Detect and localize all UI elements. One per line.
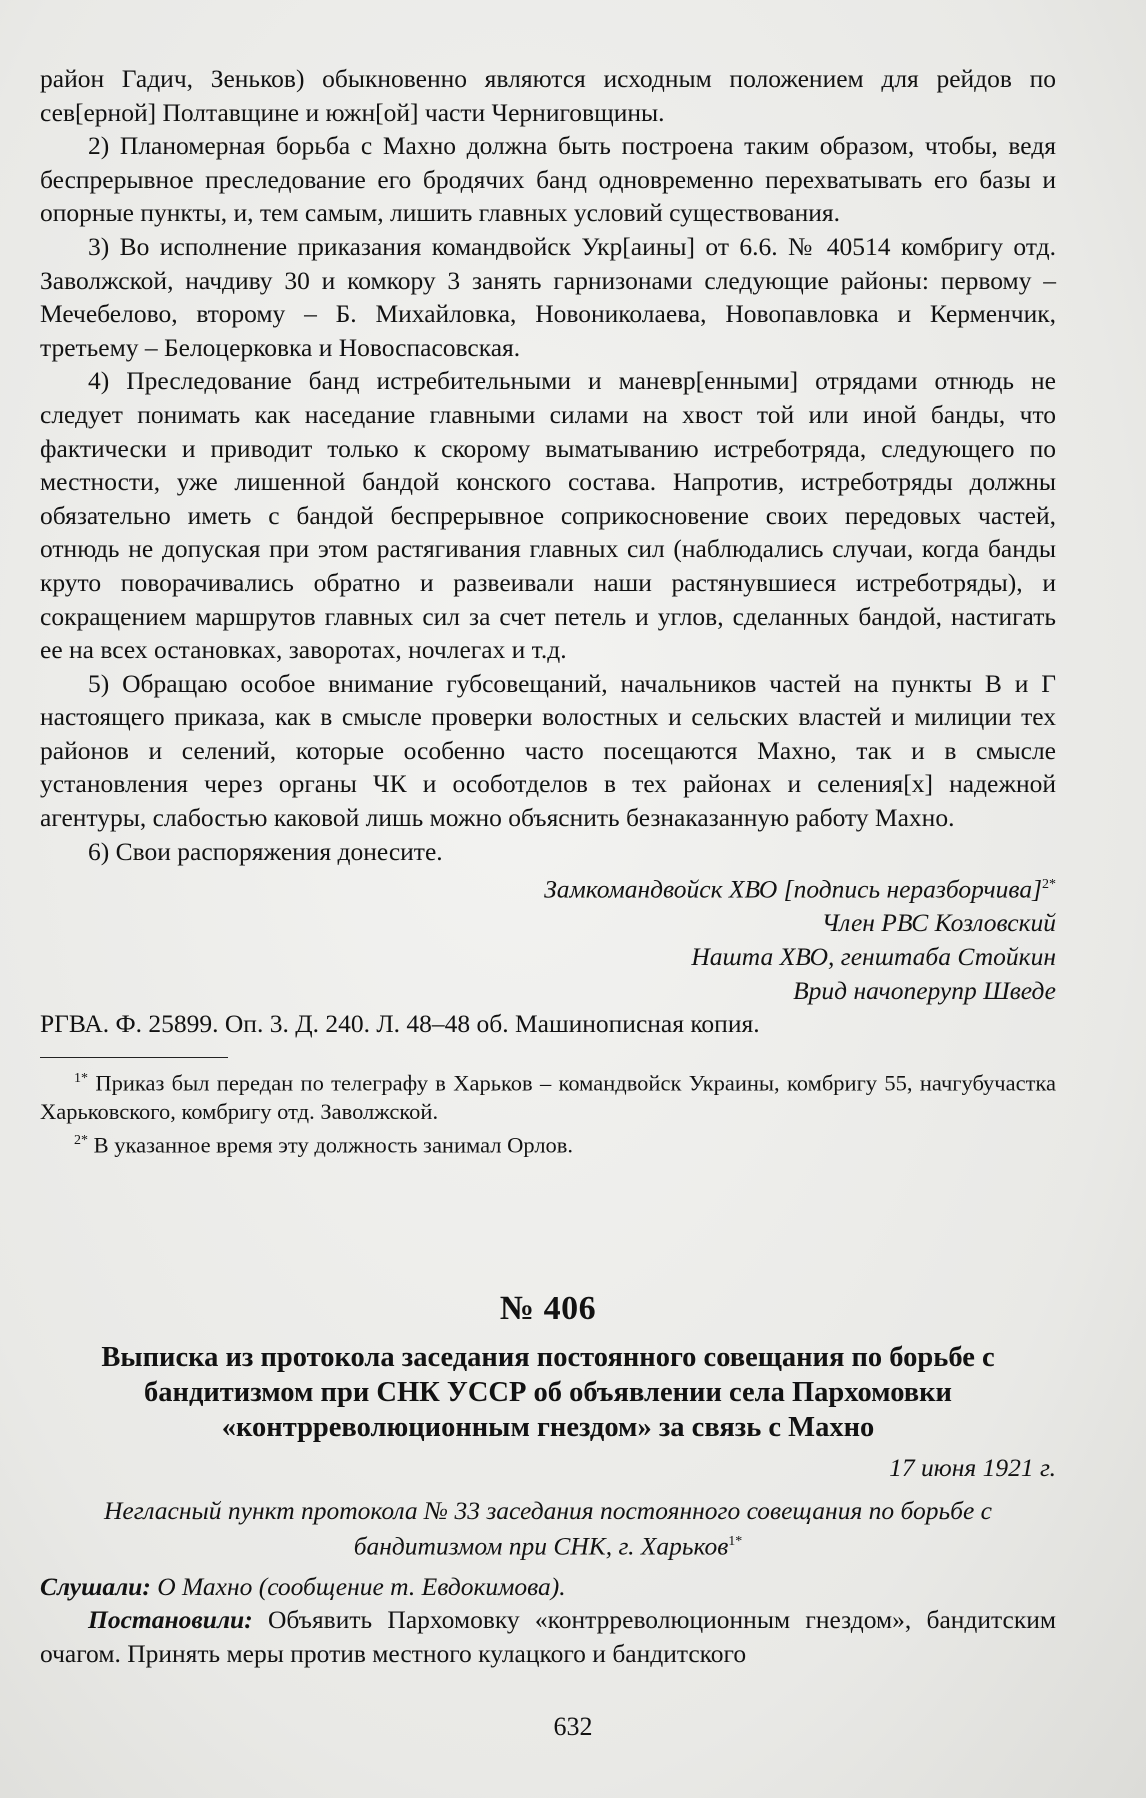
letter-body (40, 62, 1056, 1160)
paragraph-intro: район Гадич, Зеньков) обыкновенно являются исходным положением для рейдов по сев[ерной] Полтавщине и южн[ой] части Черниговщины. (40, 64, 1056, 127)
signature-text: Замкомандвойск ХВО [подпись неразборчива] (544, 874, 1042, 904)
heard-label: Слушали: (40, 1571, 151, 1601)
resolved-label: Постановили: (88, 1605, 253, 1635)
protocol-note-text: Негласный пункт протокола № 33 заседания постоянного совещания по борьбе с бандитизмом при СНК, г. Харьков (104, 1496, 992, 1561)
protocol-note (40, 1495, 1056, 1562)
footnote-text: В указанное время эту должность занимал Орлов. (93, 1132, 574, 1158)
signature-line: Врид начоперупр Шведе (793, 975, 1056, 1005)
document-title: Выписка из протокола заседания постоянного совещания по борьбе с бандитизмом при СНК УССР об объявлении села Пархомовки «контрреволюционным гнездом» за связь с Махно (101, 1342, 995, 1443)
signature-line: Нашта ХВО, генштаба Стойкин (691, 941, 1056, 971)
document-date: 17 июня 1921 г. (889, 1453, 1056, 1482)
signature-line (40, 868, 1056, 906)
document-406 (40, 1290, 1056, 1670)
paragraph-2: 2) Планомерная борьба с Махно должна быть построена таким образом, чтобы, ведя беспрерывное преследование его бродячих банд одновременно перехватывать его базы и опорные пункты, и, тем самым, лишить главных условий существования. (40, 131, 1056, 228)
signature-line: Член РВС Козловский (821, 908, 1056, 938)
footnote (40, 1126, 1056, 1160)
paragraph-5: 5) Обращаю особое внимание губсовещаний, начальников частей на пункты В и Г настоящего приказа, как в смысле проверки волостных и сельских властей и милиции тех районов и селений, которые особенно часто посещаются Махно, так и в смысле установления через органы ЧК и особотделов в тех районах и селения[х] надежной агентуры, слабостью каковой лишь можно объяснить безнаказанную работу Махно. (40, 668, 1056, 833)
footnote-mark: 2* (1042, 877, 1056, 893)
heard-line (40, 1570, 1056, 1604)
paragraph-3: 3) Во исполнение приказания командвойск Укр[аины] от 6.6. № 40514 комбригу отд. Заволжской, начдиву 30 и комкору 3 занять гарнизонами следующие районы: первому – Мечебелово, второму – Б. Михайловка, Новониколаева, Новопавловка и Керменчик, третьему – Белоцерковка и Новоспасовская. (40, 231, 1056, 362)
resolved-text: Объявить Пархомовку «контрреволюционным гнездом», бандитским очагом. Принять меры против местного кулацкого и бандитского (40, 1605, 1057, 1668)
footnote-mark: 2* (74, 1133, 88, 1149)
page-number: 632 (553, 1712, 593, 1741)
archive-source: РГВА. Ф. 25899. Оп. 3. Д. 240. Л. 48–48 об. Машинописная копия. (40, 1009, 760, 1039)
paragraph-4: 4) Преследование банд истребительными и маневр[енными] отрядами отнюдь не следует понимать как наседание главными силами на хвост той или иной банды, что фактически и приводит только к скорому выматыванию истреботряда, следующего по местности, уже лишенной бандой конского состава. Напротив, истреботряды должны обязательно иметь с бандой беспрерывное соприкосновение своих передовых частей, отнюдь не допуская при этом растягивания главных сил (наблюдались случаи, когда банды круто поворачивались обратно и развеивали наши растянувшиеся истреботряды), и сокращением маршрутов главных сил за счет петель и углов, сделанных бандой, настигать ее на всех остановках, заворотах, ночлегах и т.д. (40, 366, 1056, 665)
footnote-mark: 1* (728, 1534, 743, 1549)
footnote-divider (40, 1057, 228, 1058)
footnote (40, 1064, 1056, 1127)
signature-block (40, 868, 1056, 1007)
footnote-mark: 1* (74, 1070, 88, 1086)
paragraph-6: 6) Свои распоряжения донесите. (88, 836, 443, 866)
heard-text: О Махно (сообщение т. Евдокимова). (157, 1571, 566, 1601)
footnote-text: Приказ был передан по телеграфу в Харьков – командвойск Украины, комбригу 55, начгубучастка Харьковского, комбригу отд. Заволжской. (40, 1070, 1056, 1125)
document-number: № 406 (499, 1290, 597, 1327)
resolved-paragraph (40, 1603, 1056, 1670)
